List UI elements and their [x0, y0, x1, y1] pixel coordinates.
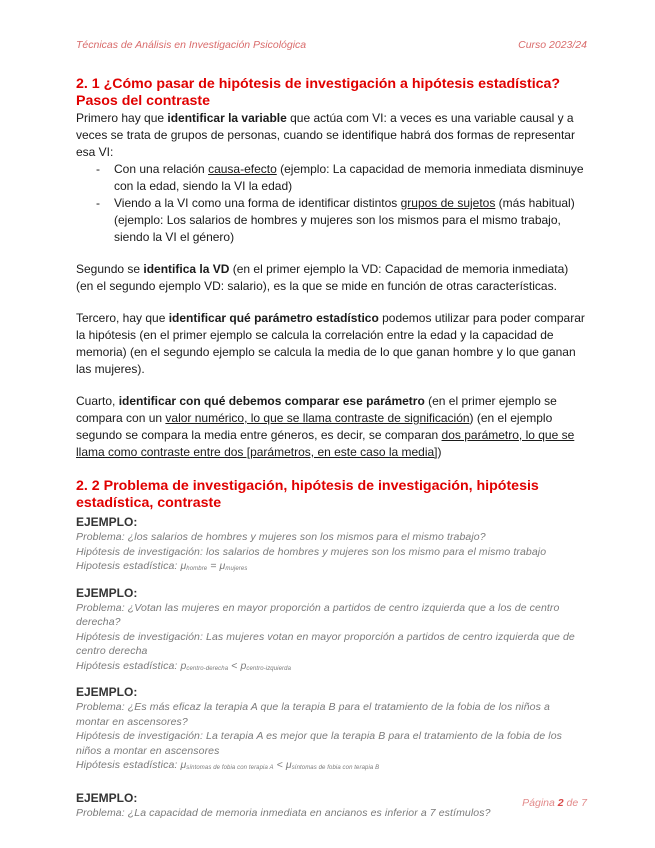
list-item: - Con una relación causa-efecto (ejemplo: La capacidad de memoria inmediata disminuye con la edad, siendo la VI la edad) — [76, 161, 586, 195]
example-hipotesis: Hipótesis de investigación: Las mujeres votan en mayor proporción a partidos de centro izquierda que de centro derecha — [76, 630, 575, 657]
example-title: EJEMPLO: — [76, 515, 138, 529]
page-number: Página 2 de 7 — [522, 797, 587, 809]
paragraph-primero: Primero hay que identificar la variable que actúa com VI: a veces es una variable causal y a veces se trata de grupos de personas, cuando se identifique habrá dos formas de representar esa VI: — [76, 111, 575, 159]
paragraph-tercero: Tercero, hay que identificar qué parámetro estadístico podemos utilizar para poder comparar la hipótesis (en el primer ejemplo se calcula la correlación entre la edad y la capacidad de memoria) (en el segundo ejemplo se calcula la media de lo que ganan hombre y lo que ganan las mujeres). — [76, 311, 585, 376]
example-title: EJEMPLO: — [76, 790, 138, 805]
paragraph-segundo: Segundo se identifica la VD (en el primer ejemplo la VD: Capacidad de memoria inmediata) (en el segundo ejemplo VD: salario), es la que se mide en función de otras características. — [76, 262, 569, 293]
example-hipotesis-estadistica: Hipótesis estadística: μsíntomas de fobia con terapia A < μsíntomas de fobia con terapia B — [76, 759, 380, 771]
example-problema: Problema: ¿Votan las mujeres en mayor proporción a partidos de centro izquierda que a los de centro derecha? — [76, 601, 560, 628]
example-block — [76, 684, 586, 776]
example-hipotesis-estadistica: Hipótesis estadística: pcentro-derecha < pcentro-izquierda — [76, 659, 292, 672]
header-course-title: Técnicas de Análisis en Investigación Psicológica — [76, 39, 307, 51]
example-hipotesis: Hipótesis de investigación: los salarios de hombres y mujeres son los mismo para el mismo trabajo — [76, 545, 547, 558]
example-block — [76, 790, 586, 821]
example-problema: Problema: ¿La capacidad de memoria inmediata en ancianos es inferior a 7 estímulos? — [76, 806, 491, 819]
example-hipotesis: Hipótesis de investigación: La terapia A es mejor que la terapia B para el tratamiento de la fobia de los niños a montar en ascensores — [76, 730, 562, 757]
example-hipotesis-estadistica: Hipotesis estadística: μhombre = μmujeres — [76, 560, 248, 572]
section-heading-2-2: 2. 2 Problema de investigación, hipótesis de investigación, hipótesis estadística, contraste — [76, 478, 539, 511]
example-block — [76, 514, 586, 577]
document-body — [76, 76, 586, 820]
example-block — [76, 585, 586, 677]
paragraph-cuarto: Cuarto, identificar con qué debemos comparar ese parámetro (en el primer ejemplo se compara con un valor numérico, lo que se llama contraste de significación) (en el ejemplo segundo se compara la media entre géneros, es decir, se comparan dos parámetro, lo que se llama como contraste entre dos [parámetros, en este caso la media]) — [76, 394, 575, 459]
example-problema: Problema: ¿los salarios de hombres y mujeres son los mismos para el mismo trabajo? — [76, 531, 486, 543]
example-problema: Problema: ¿Es más eficaz la terapia A que la terapia B para el tratamiento de la fobia de los niños a montar en ascensores? — [76, 701, 550, 728]
section-heading-2-1: 2. 1 ¿Cómo pasar de hipótesis de investigación a hipótesis estadística? Pasos del contraste — [76, 76, 561, 109]
vi-forms-list — [76, 161, 586, 246]
example-title: EJEMPLO: — [76, 685, 138, 699]
example-title: EJEMPLO: — [76, 585, 138, 600]
header-course-year: Curso 2023/24 — [518, 39, 587, 51]
list-item: - Viendo a la VI como una forma de identificar distintos grupos de sujetos (más habitual) (ejemplo: Los salarios de hombres y mujeres son los mismos para el mismo trabajo, siendo la VI el género) — [76, 195, 586, 246]
